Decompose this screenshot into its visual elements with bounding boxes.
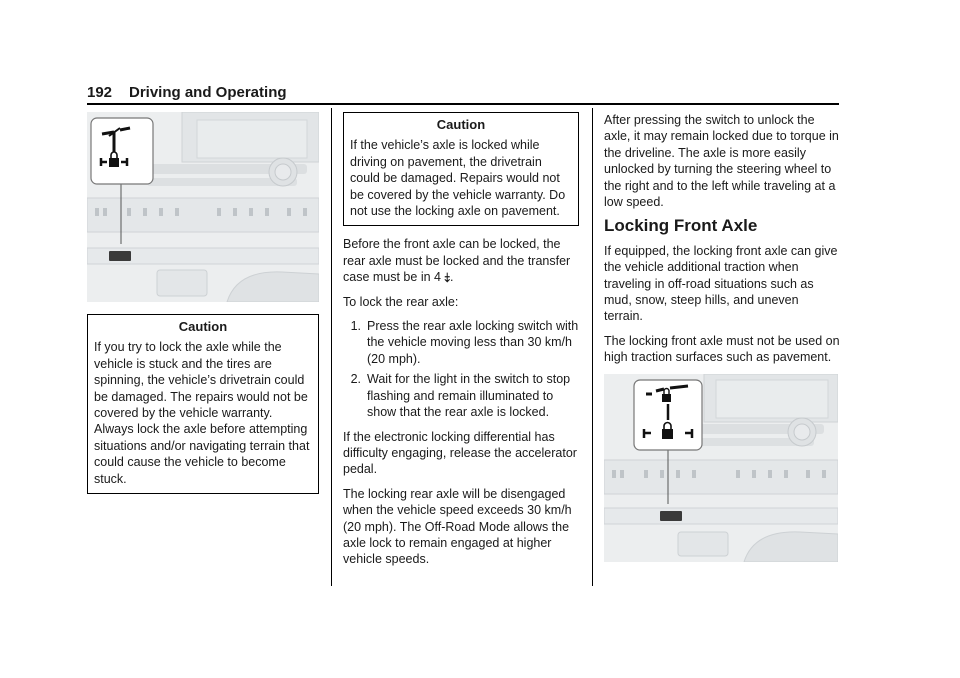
column-divider [331,108,332,586]
front-axle-switch-figure [604,374,838,562]
paragraph: If equipped, the locking front axle can give the vehicle additional traction when traveling in off-road situations such as mud, snow, steep hills, and uneven terrain. [604,243,838,324]
paragraph: The locking front axle must not be used on high traction surfaces such as pavement. [604,333,840,365]
paragraph-end: . [449,270,454,285]
caution-box [87,314,319,494]
step-text: Press the rear axle locking switch with the vehicle moving less than 30 km/h (20 mph). [367,319,579,366]
four-low-symbol: ⤈ [444,270,450,285]
paragraph: After pressing the switch to unlock the axle, it may remain locked due to torque in the driveline. The axle is more easily unlocked by turning the steering wheel to the right and to the left while traveling at a low speed. [604,113,839,210]
caution-title: Caution [178,319,228,334]
step-subnote: If the electronic locking differential has difficulty engaging, release the accelerator pedal. [343,429,577,477]
lock-intro: To lock the rear axle: [343,294,459,309]
column-1 [87,112,319,494]
caution-box [343,112,579,226]
step-text: Wait for the light in the switch to stop flashing and remain illuminated to show that the rear axle is locked. [367,372,571,420]
column-2 [343,112,579,576]
step-item [343,318,579,367]
rear-axle-switch-figure [87,112,319,302]
steps-list [343,318,579,420]
paragraph [343,236,579,285]
section-heading: Locking Front Axle [604,216,758,236]
caution-text: If you try to lock the axle while the vehicle is stuck and the tires are spinning, the vehicle’s drivetrain could be damaged. The repairs would not be covered by the vehicle warranty. Always lock the axle before attempting situations and/or navigating terrain that could cause the vehicle to become stuck. [94,340,310,486]
step-number: 2. [350,372,361,387]
step-number: 1. [350,319,361,334]
page-number: 192 [87,84,113,101]
column-3 [604,112,840,562]
dashboard-illustration [604,374,838,562]
caution-text: If the vehicle’s axle is locked while driving on pavement, the drivetrain could be damaged. Repairs would not be covered by the vehicle warranty. Do not use the locking axle on pavement. [350,138,566,219]
header-rule [87,103,839,105]
paragraph-text: Before the front axle can be locked, the rear axle must be locked and the transfer case must be in 4 [343,237,571,285]
paragraph: The locking rear axle will be disengaged when the vehicle speed exceeds 30 km/h (20 mph). The Off-Road Mode allows the axle lock to remain engaged at higher vehicle speeds. [343,486,572,567]
dashboard-illustration [87,112,319,302]
column-divider [592,108,593,586]
caution-title: Caution [436,117,486,132]
step-item [343,371,579,420]
section-title: Driving and Operating [129,84,287,101]
